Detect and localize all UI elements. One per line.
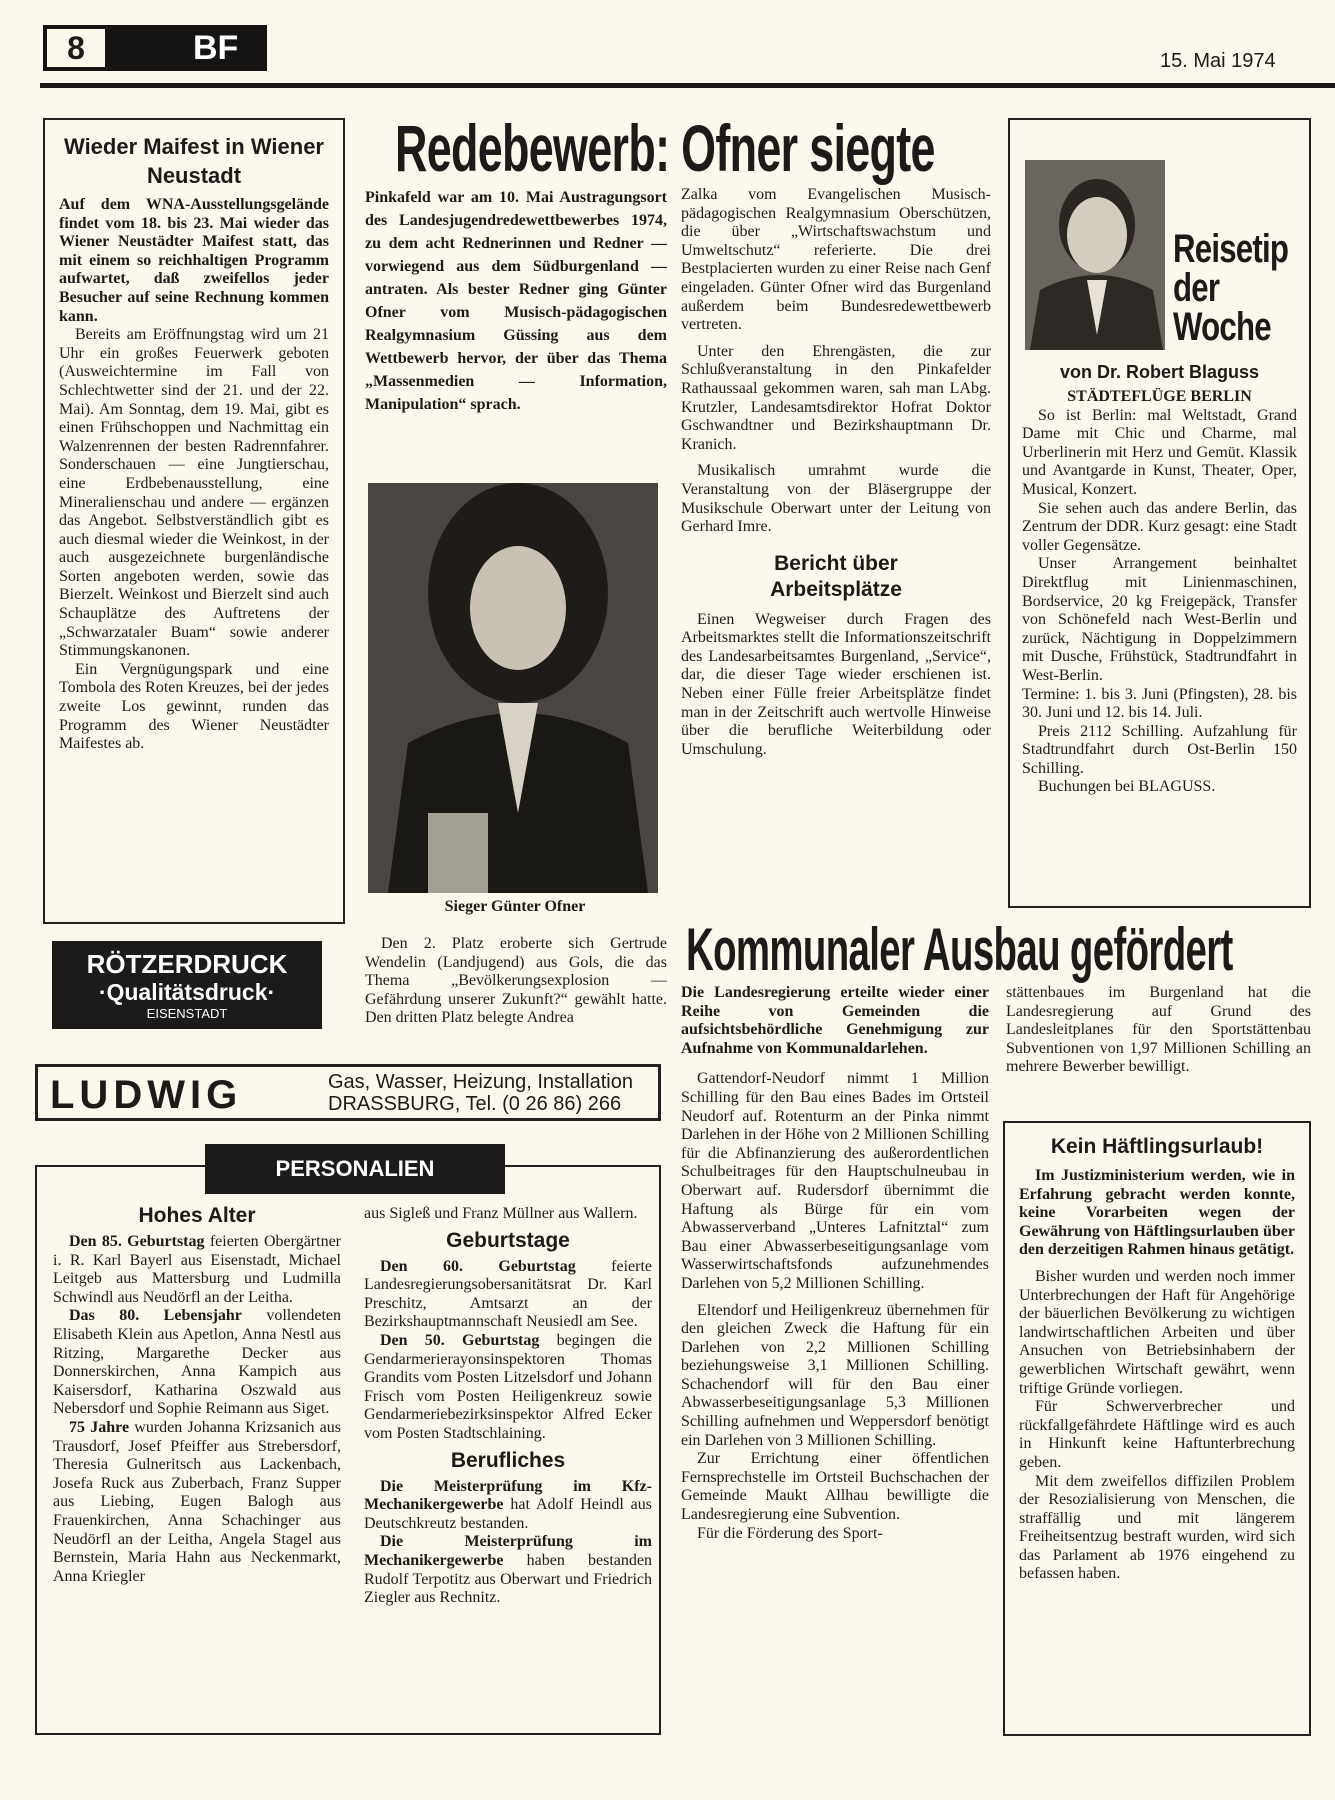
personalien-header: PERSONALIEN (205, 1144, 505, 1194)
paragraph: Eltendorf und Heiligenkreuz übernehmen für den gleichen Zweck die Haftung für ein Darlehen von 2,2 Millionen Schilling beziehungsweise 3,1 Millionen Schilling. Schachendorf will für den Bau einer Abwasserbeseitigungsanlage 5,3 Millionen Schilling aufnehmen und Weppersdorf benötigt ein Darlehen von 3 Millionen Schilling. (681, 1301, 989, 1449)
headline: Redebewerb: Ofner siegte (395, 111, 935, 185)
entry-lead: Die Meisterprüfung im Mechanikergewerbe (364, 1533, 652, 1569)
haeftling-article (1003, 1121, 1311, 1736)
headline: Kommunaler Ausbau gefördert (686, 916, 1233, 983)
entry-lead: Den 85. Geburtstag (69, 1233, 205, 1250)
entry-text: aus Sigleß und Franz Müllner aus Wallern. (364, 1205, 638, 1222)
roetzerdruck-ad (52, 941, 322, 1029)
ludwig-ad (35, 1064, 661, 1121)
personalien-section (35, 1165, 661, 1735)
article-lead: Die Landesregierung erteilte wieder einer Reihe von Gemeinden die aufsichtsbehördliche Genehmigung zur Aufnahme von Kommunaldarlehen. (681, 984, 989, 1057)
paragraph: Ein Vergnügungspark und eine Tombola des Roten Kreuzes, bei der jedes zweite Los gewinnt, runden das Programm des Wiener Neustädter Maifestes ab. (59, 660, 329, 753)
paragraph: Unser Arrangement beinhaltet Direktflug mit Linienmaschinen, Bordservice, 20 kg Freigepäck, Transfer von Schönefeld nach West-Berlin und zurück, Nächtigung in Doppelzimmern mit Dusche, Frühstück, Stadtrundfahrt in West-Berlin. (1022, 555, 1297, 684)
photo-caption: Sieger Günter Ofner (444, 898, 586, 915)
article-title: Kein Häftlingsurlaub! (1050, 1135, 1264, 1158)
paragraph: Einen Wegweiser durch Fragen des Arbeitsmarktes stellt die Informationszeitschrift des Landesarbeitsamtes Burgenland, „Service“, dar, die dieser Tage wieder erschienen ist. Neben einer Fülle freier Arbeitsplätze findet man in der Zeitschrift auch wertvolle Hinweise über die berufliche Weiterbildung oder Umschulung. (681, 610, 991, 758)
paragraph: Unter den Ehrengästen, die zur Schlußveranstaltung in den Pinkafelder Rathaussaal gekommen waren, sah man LAbg. Krutzler, Landesamtsdirektor Hofrat Doktor Gschwandtner und Bezirkshauptmann Dr. Kranich. (681, 342, 991, 453)
paragraph: Zur Errichtung einer öffentlichen Fernsprechstelle im Ortsteil Buchschachen der Gemeinde Maukt Allhau bewilligte die Landesregierung eine Subvention. (681, 1450, 989, 1524)
ad-name: RÖTZERDRUCK (86, 949, 288, 979)
paragraph: Buchungen bei BLAGUSS. (1038, 778, 1216, 796)
subheading: Geburtstage (446, 1228, 570, 1252)
ad-contact: DRASSBURG, Tel. (0 26 86) 266 (328, 1093, 622, 1115)
entry-text: feierten Obergärtner i. R. Karl Bayerl aus Eisenstadt, Michael Leitgeb aus Mattersburg und Ludmilla Schwindl aus Neudörfl an der Leitha. (53, 1233, 341, 1306)
entry-lead: 75 Jahre (69, 1418, 130, 1436)
page-number-badge (43, 25, 267, 71)
reisetip-article (1008, 118, 1311, 908)
subheading: Bericht über Arbeitsplätze (770, 551, 902, 601)
article-title: Wieder Maifest in Wiener Neustadt (64, 134, 324, 188)
page-number: 8 (47, 29, 105, 67)
article-title: Reisetip der Woche (1173, 227, 1289, 349)
paragraph: Mit dem zweifellos diffizilen Problem der Resozialisierung von Menschen, die straffällig und mit längerem Freiheitsentzug bestraft wurden, wird sich das Parlament ab 1976 eingehend zu befassen haben. (1019, 1472, 1295, 1583)
entry-text: vollendeten Elisabeth Klein aus Apetlon, Anna Nestl aus Ritzing, Margarethe Decker aus Donnerskirchen, Anna Kampich aus Kaisersdorf, Katharina Oszwald aus Nebersdorf und Sophie Reimann aus Siget. (53, 1307, 341, 1418)
paragraph: So ist Berlin: mal Weltstadt, Grand Dame mit Chic und Charme, mal Urberlinerin mit Herz und Gemüt. Klassik und Avantgarde in Kunst, Theater, Oper, Musical, Konzert. (1022, 406, 1297, 498)
subheading: Berufliches (450, 1448, 566, 1472)
article-lead: Im Justizministerium werden, wie in Erfahrung gebracht werden konnte, keine Vorarbeiten wegen der Gewährung von Häftlingsurlauben über den derzeitigen Rahmen hinaus getätigt. (1019, 1167, 1295, 1259)
paragraph: Musikalisch umrahmt wurde die Veranstaltung von der Bläsergruppe der Musikschule Oberwart unter der Leitung von Gerhard Imre. (681, 462, 991, 536)
entry-text: haben bestanden Rudolf Terpotitz aus Oberwart und Friedrich Ziegler aus Rechnitz. (364, 1551, 652, 1607)
winner-photo (368, 483, 658, 893)
paragraph: Den 2. Platz eroberte sich Gertrude Wendelin (Landjugend) aus Gols, die das Thema „Bevölkerungsexplosion — Gefährdung unserer Zukunft?“ gewählt hatte. Den dritten Platz belegte Andrea (365, 935, 667, 1027)
entry-text: feierte Landesregierungsobersanitätsrat Dr. Karl Preschitz, Amtsarzt an der Bezirkshauptmannschaft Neusiedl am See. (364, 1257, 652, 1331)
entry-lead: Den 60. Geburtstag (380, 1257, 576, 1275)
entry-text: begingen die Gendarmerierayonsinspektoren Thomas Grandits vom Posten Litzelsdorf und Johann Frisch vom Posten Heiligenkreuz sowie Gendarmeriebezirksinspektor Alfred Ecker vom Posten Stadtschlaining. (364, 1331, 652, 1442)
paragraph: Für Schwerverbrecher und rückfallgefährdete Häftlinge wird es auch in Hinkunft keine Haftunterbrechung geben. (1019, 1398, 1295, 1471)
entry-text: hat Adolf Heindl aus Deutschkreutz bestanden. (364, 1496, 652, 1532)
paragraph: Preis 2112 Schilling. Aufzahlung für Stadtrundfahrt durch Ost-Berlin 150 Schilling. (1022, 722, 1297, 777)
entry-text: wurden Johanna Krizsanich aus Trausdorf, Josef Pfeiffer aus Strebersdorf, Theresia Gulneritsch aus Lackenbach, Josefa Ruck aus Zuberbach, Franz Supper aus Liebing, Eugen Balogh aus Frauenkirchen, Anna Schachinger aus Neudörfl an der Leitha, Angela Stagel aus Bernstein, Maria Hahn aus Neckenmarkt, Anna Kriegler (53, 1418, 341, 1585)
portrait-image (1025, 160, 1165, 350)
maifest-article (43, 118, 345, 924)
paragraph: Bisher wurden und werden noch immer Unterbrechungen der Haft für Angehörige der bäuerlichen Bevölkerung zu wichtigen landwirtschaftlichen Arbeiten und über Ansuchen von Betriebsinhabern der gewerblichen Wirtschaft gewährt, wenn triftige Gründe vorliegen. (1019, 1267, 1295, 1397)
article-lead: Auf dem WNA-Ausstellungsgelände findet vom 18. bis 23. Mai wieder das Wiener Neustädter Maifest statt, das mit einem so reichhaltigen Programm aufwartet, daß zweifellos jeder Besucher auf seine Rechnung kommen kann. (59, 196, 329, 325)
paragraph: Zalka vom Evangelischen Musisch-pädagogischen Realgymnasium Oberschützen, die über „Wirtschaftswachstum und Umweltschutz“ referierte. Die drei Bestplacierten wurden zu einer Reise nach Genf eingeladen. Günter Ofner wird das Burgenland außerdem beim Bundesredewettbewerb vertreten. (681, 186, 991, 334)
byline: von Dr. Robert Blaguss (1059, 362, 1260, 382)
paragraph: Gattendorf-Neudorf nimmt 1 Million Schilling für den Bau eines Bades im Ortsteil Neudorf auf. Rotenturm an der Pinka nimmt Darlehen in der Höhe von 2 Millionen Schilling für die Abfinanzierung des außerordentlichen Schulbeitrages für den Hauptschulneubau in Oberwart auf. Rudersdorf übernimmt die Haftung als Bürge für ein vom Abwasserverband „Unteres Lafnitztal“ zum Bau einer Abwasserbeseitigungsanlage vom Wasserwirtschaftsfonds aufzunehmendes Darlehen von 5,2 Millionen Schilling. (681, 1070, 989, 1292)
portrait-image (368, 483, 658, 893)
paragraph: Termine: 1. bis 3. Juni (Pfingsten), 28. bis 30. Juni und 12. bis 14. Juli. (1022, 685, 1297, 722)
header-rule (40, 83, 1335, 88)
entry-lead: Die Meisterprüfung im Kfz-Mechanikergewerbe (364, 1477, 652, 1514)
subtitle: STÄDTEFLÜGE BERLIN (1067, 388, 1252, 405)
ad-services: Gas, Wasser, Heizung, Installation (328, 1071, 633, 1093)
entry-lead: Den 50. Geburtstag (380, 1331, 540, 1349)
section-label: BF (193, 29, 239, 67)
paragraph: Sie sehen auch das andere Berlin, das Zentrum der DDR. Kurz gesagt: eine Stadt voller Gegensätze. (1022, 499, 1297, 554)
entry-lead: Das 80. Lebensjahr (69, 1307, 242, 1325)
ad-name: LUDWIG (50, 1073, 243, 1117)
author-photo (1025, 160, 1165, 350)
issue-date: 15. Mai 1974 (1160, 50, 1276, 72)
subheading: Hohes Alter (138, 1204, 256, 1227)
paragraph: stättenbaues im Burgenland hat die Landesregierung auf Grund des Landesleitplanes für den Sportstättenbau Subventionen von 1,97 Millionen Schilling an mehrere Bewerber bewilligt. (1006, 984, 1311, 1076)
ad-tagline: ·Qualitätsdruck· (98, 979, 276, 1005)
article-lead: Pinkafeld war am 10. Mai Austragungsort des Landesjugendredewettbewerbes 1974, zu dem acht Rednerinnen und Redner — vorwiegend aus dem Südburgenland — antraten. Als bester Redner ging Günter Ofner vom Musisch-pädagogischen Realgymnasium Güssing aus dem Wettbewerb hervor, der über das Thema „Massenmedien — Information, Manipulation“ sprach. (365, 189, 667, 413)
paragraph: Für die Förderung des Sport- (697, 1524, 883, 1542)
ad-city: EISENSTADT (146, 1006, 228, 1021)
paragraph: Bereits am Eröffnungstag wird um 21 Uhr ein großes Feuerwerk geboten (Ausweichtermine im Fall von Schlechtwetter sind der 21. und der 22. Mai). Am Sonntag, dem 19. Mai, gibt es einen Frühschoppen und Nachmittag ein Walzenrennen der besten Radrennfahrer. Sonderschauen — eine Jungtierschau, eine Erdbebenausstellung, eine Mineralienschau und andere — ergänzen das Angebot. Selbstverständlich gibt es auch diesmal wieder die Weinkost, in der auch ausgezeichnete burgenländische Sorten angeboten werden, sowie das Bierzelt. Weinkost und Bierzelt sind auch Schauplätze des Auftretens der „Schwarzataler Buam“ sowie anderer Stimmungskanonen. (59, 326, 329, 660)
